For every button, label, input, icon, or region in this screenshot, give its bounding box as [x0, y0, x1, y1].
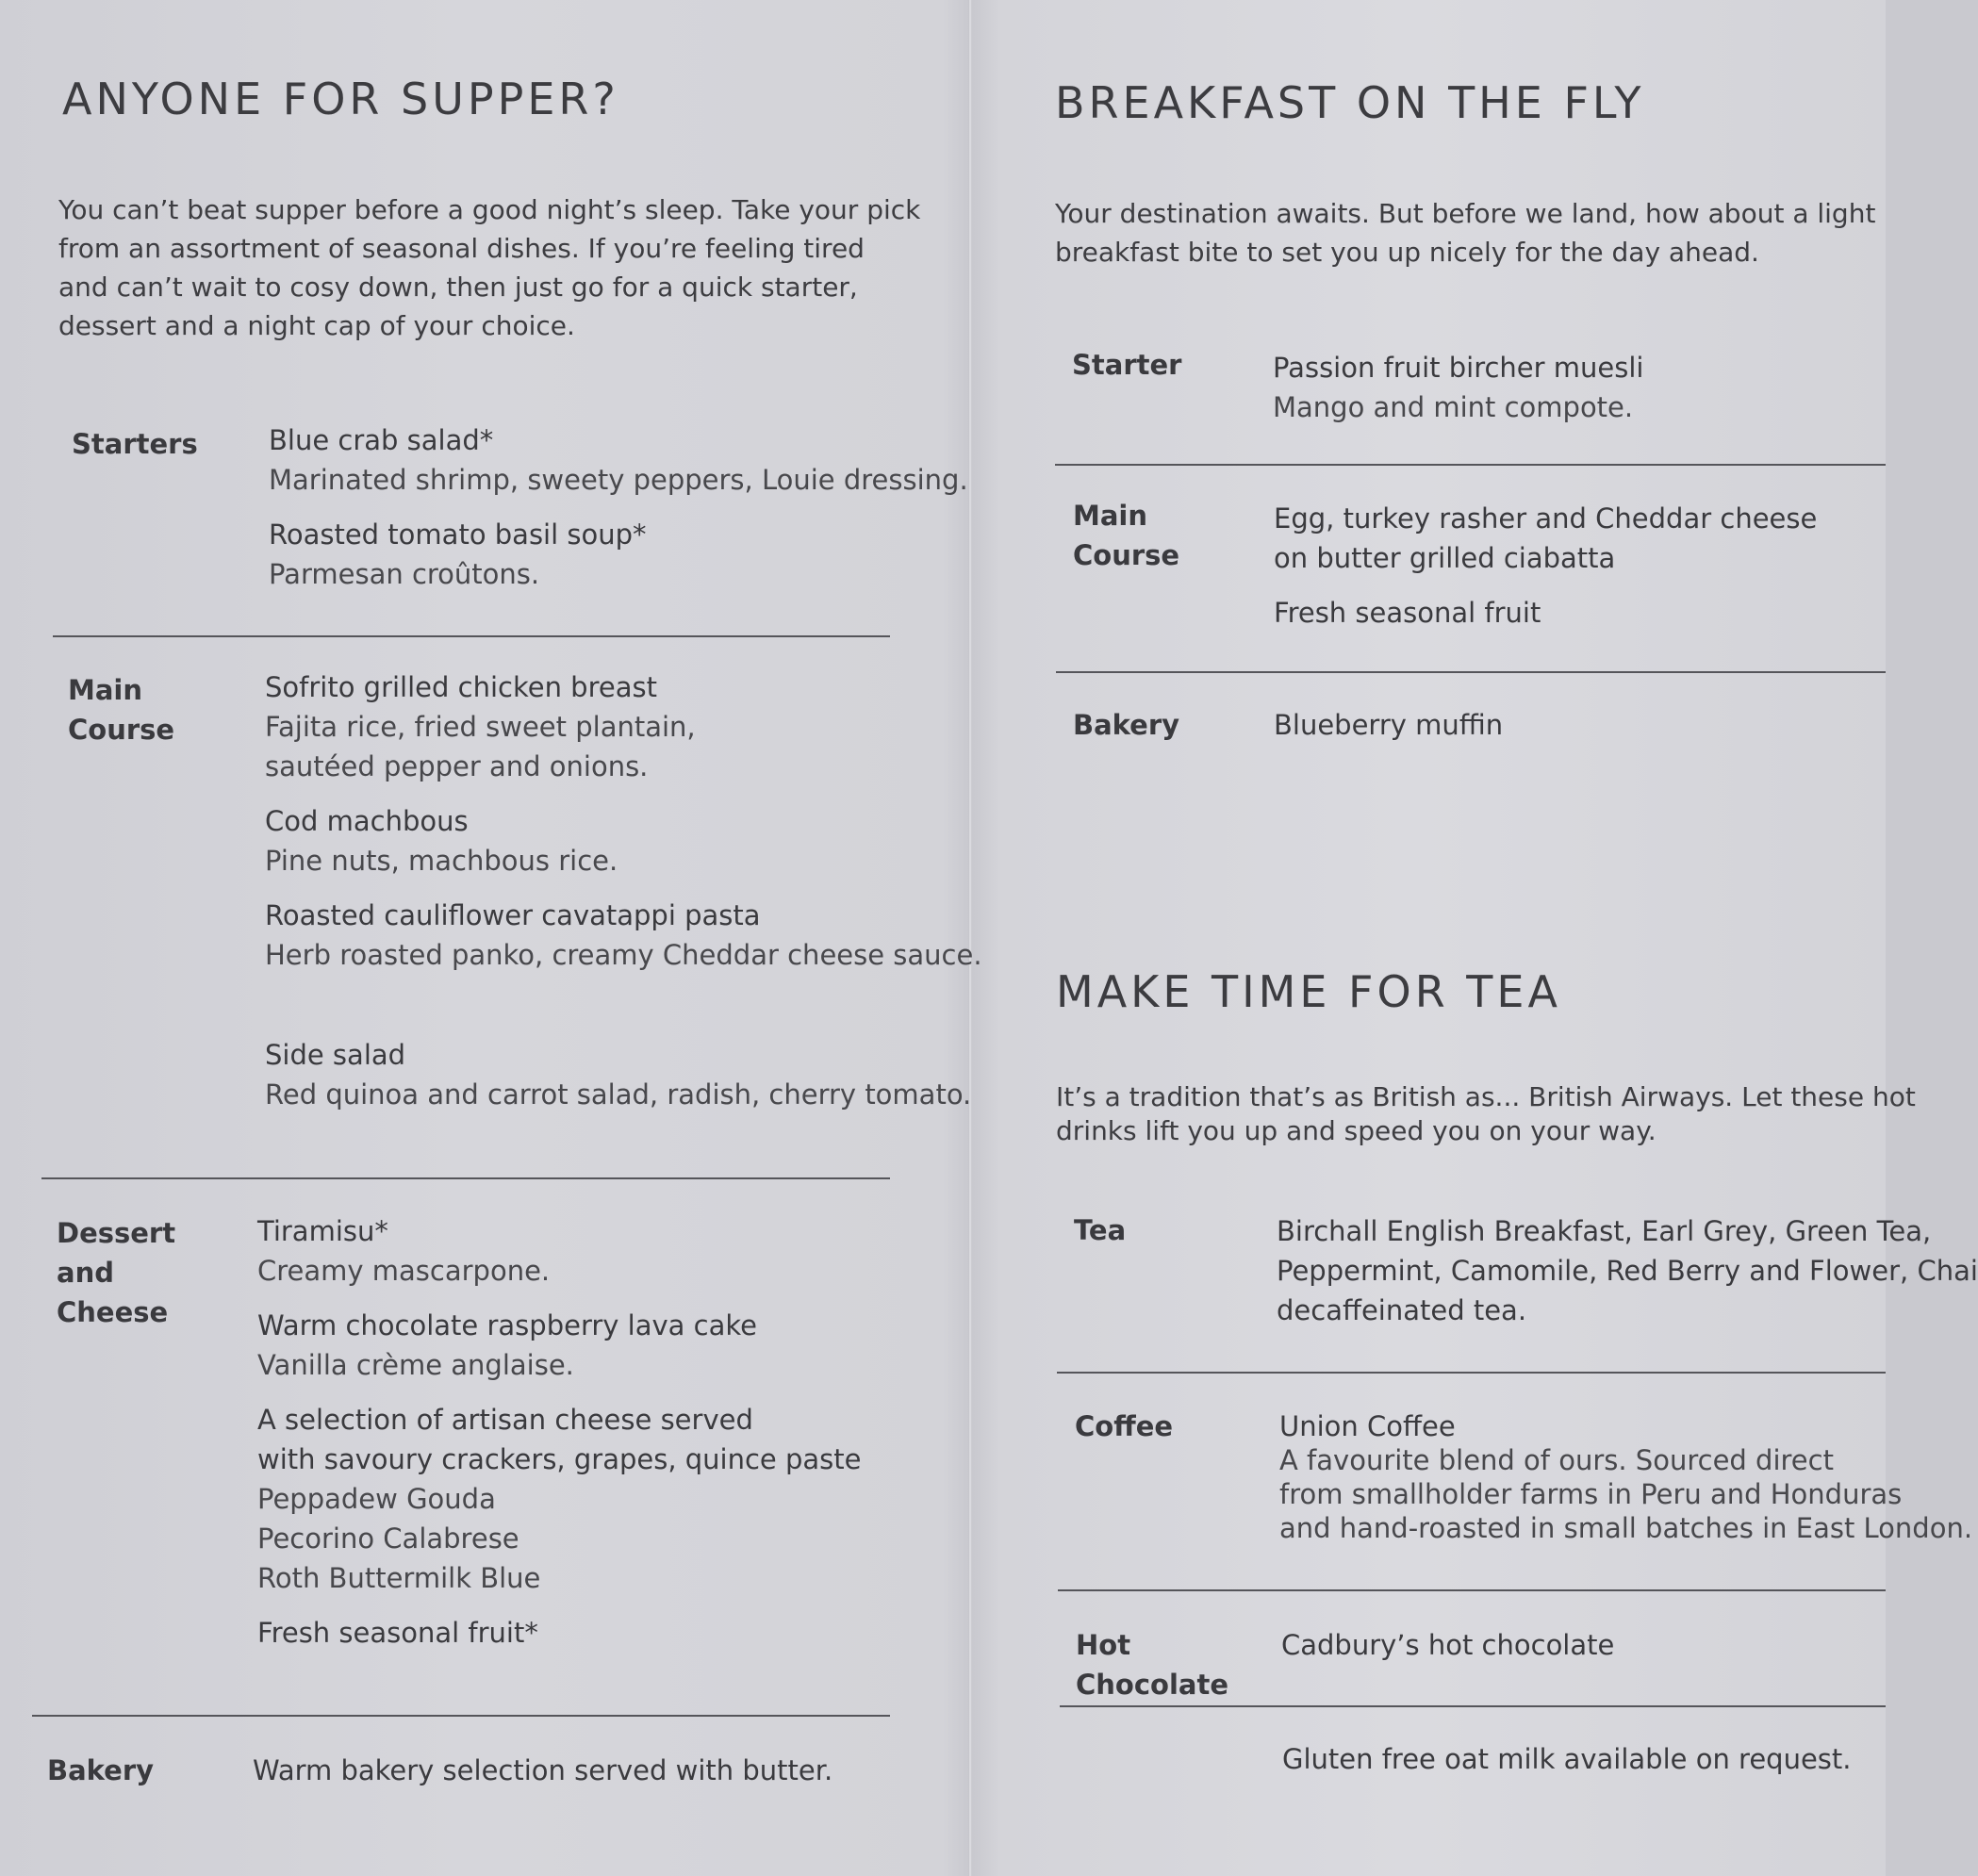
intro-line: from an assortment of seasonal dishes. If you’re feeling tired	[58, 233, 865, 264]
item-detail: Peppadew Gouda	[257, 1483, 496, 1515]
section-label-coffee: Coffee	[1075, 1410, 1174, 1442]
section-label-bakery: Bakery	[1073, 709, 1180, 741]
section-label-starter: Starter	[1072, 349, 1182, 381]
item-detail: Fajita rice, fried sweet plantain,	[265, 711, 696, 743]
coffee-items	[1279, 1409, 1972, 1545]
intro-line: It’s a tradition that’s as British as... British Airways. Let these hot	[1056, 1081, 1916, 1112]
item-name: Fresh seasonal fruit*	[257, 1617, 538, 1649]
oat-milk-note: Gluten free oat milk available on request.	[1282, 1743, 1852, 1775]
breakfast-bakery-items	[1274, 705, 1503, 745]
item-detail: Pecorino Calabrese	[257, 1522, 519, 1555]
section-divider	[1060, 1705, 1886, 1707]
breakfast-intro	[1055, 194, 1875, 272]
item-detail: Creamy mascarpone.	[257, 1255, 551, 1287]
item-name: Cadbury’s hot chocolate	[1281, 1629, 1615, 1661]
item-detail: Roth Buttermilk Blue	[257, 1562, 541, 1594]
supper-heading: ANYONE FOR SUPPER?	[62, 74, 619, 124]
item-name: Blue crab salad*	[269, 424, 494, 456]
item-name: Sofrito grilled chicken breast	[265, 671, 657, 703]
item-name: Tiramisu*	[257, 1215, 388, 1247]
intro-line: and can’t wait to cosy down, then just go for a quick starter,	[58, 272, 858, 303]
item-name: A selection of artisan cheese served	[257, 1404, 753, 1436]
section-label-bakery: Bakery	[47, 1754, 155, 1786]
item-detail: from smallholder farms in Peru and Honduras	[1279, 1478, 1903, 1510]
intro-line: dessert and a night cap of your choice.	[58, 310, 575, 341]
section-label-hot-chocolate: Hot Chocolate	[1076, 1629, 1229, 1701]
item-detail: Parmesan croûtons.	[269, 558, 540, 590]
item-name: Roasted tomato basil soup*	[269, 518, 647, 551]
item-detail: with savoury crackers, grapes, quince paste	[257, 1443, 862, 1475]
item-name: Birchall English Breakfast, Earl Grey, Green Tea,	[1277, 1215, 1932, 1247]
item-name: Fresh seasonal fruit	[1274, 597, 1541, 629]
item-name: Warm bakery selection served with butter.	[253, 1754, 833, 1786]
item-detail: sautéed pepper and onions.	[265, 750, 649, 782]
item-name: Cod machbous	[265, 805, 469, 837]
item-name: Side salad	[265, 1039, 406, 1071]
hot-chocolate-items	[1281, 1625, 1614, 1665]
intro-line: breakfast bite to set you up nicely for the day ahead.	[1055, 237, 1759, 268]
tea-items	[1277, 1211, 1978, 1330]
section-divider	[1058, 1589, 1886, 1591]
item-detail: Mango and mint compote.	[1273, 391, 1634, 423]
section-label-main-course: Main Course	[1073, 500, 1180, 571]
item-name: Passion fruit bircher muesli	[1273, 352, 1644, 384]
section-divider	[1057, 1372, 1886, 1374]
intro-line: You can’t beat supper before a good night’s sleep. Take your pick	[58, 194, 921, 225]
section-divider	[1055, 464, 1886, 466]
section-label-dessert-and-cheese: Dessert and Cheese	[57, 1217, 176, 1328]
item-detail: A favourite blend of ours. Sourced direct	[1279, 1444, 1834, 1476]
item-detail: Vanilla crème anglaise.	[257, 1349, 574, 1381]
section-label-tea: Tea	[1074, 1214, 1127, 1246]
item-detail: on butter grilled ciabatta	[1274, 542, 1616, 574]
item-name: Union Coffee	[1279, 1410, 1456, 1442]
intro-line: Your destination awaits. But before we land, how about a light	[1055, 198, 1876, 229]
item-detail: Pine nuts, machbous rice.	[265, 845, 618, 877]
menu-item	[1274, 593, 1817, 633]
item-detail: and hand-roasted in small batches in East London.	[1279, 1512, 1973, 1544]
breakfast-main-items	[1274, 499, 1817, 648]
item-detail: Marinated shrimp, sweety peppers, Louie dressing.	[269, 464, 968, 496]
section-label-starters: Starters	[72, 428, 198, 460]
item-detail: Peppermint, Camomile, Red Berry and Flower, Chai	[1277, 1255, 1978, 1287]
breakfast-starter-items	[1273, 348, 1643, 427]
item-name: Roasted cauliflower cavatappi pasta	[265, 899, 761, 931]
menu-item	[1274, 499, 1817, 578]
intro-line: drinks lift you up and speed you on your way.	[1056, 1115, 1657, 1146]
tea-intro	[1056, 1080, 1916, 1148]
section-label-main-course: Main Course	[68, 674, 175, 746]
item-name: Warm chocolate raspberry lava cake	[257, 1309, 757, 1341]
breakfast-heading: BREAKFAST ON THE FLY	[1055, 77, 1645, 128]
tea-heading: MAKE TIME FOR TEA	[1056, 966, 1561, 1017]
item-detail: decaffeinated tea.	[1277, 1294, 1527, 1326]
item-detail: Herb roasted panko, creamy Cheddar cheese sauce.	[265, 939, 982, 971]
item-name: Blueberry muffin	[1274, 709, 1504, 741]
section-divider	[1056, 671, 1886, 673]
item-name: Egg, turkey rasher and Cheddar cheese	[1274, 502, 1818, 535]
item-detail: Red quinoa and carrot salad, radish, cherry tomato.	[265, 1078, 972, 1111]
